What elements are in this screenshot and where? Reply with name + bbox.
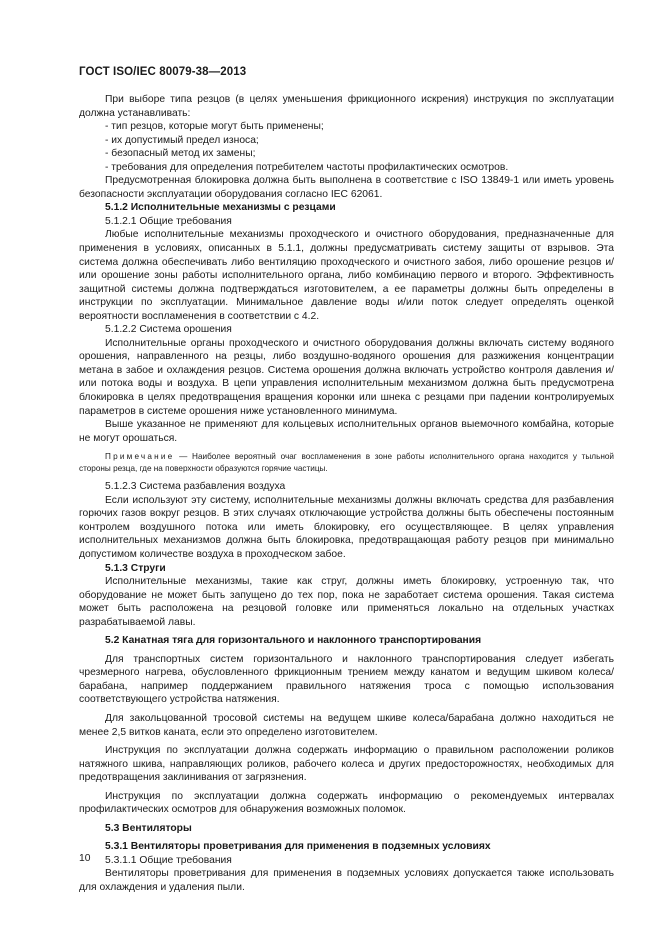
list-item: - их допустимый предел износа; [105, 134, 259, 146]
section-heading-5-3-1: 5.3.1 Вентиляторы проветривания для применения в подземных условиях [105, 841, 491, 853]
note [79, 451, 614, 474]
paragraph: Инструкция по эксплуатации должна содержать информацию о правильном расположении роликов натяжного шкива, направляющих роликов, рабочего колеса и других предосторожностях, необходимых для предотвращения заклинивания от загрязнения. [79, 745, 614, 784]
section-heading-5-3-1-1: 5.3.1.1 Общие требования [105, 854, 232, 866]
list-item: - безопасный метод их замены; [105, 148, 256, 160]
page-number: 10 [79, 853, 91, 864]
paragraph: Любые исполнительные механизмы проходческого и очистного оборудования, предназначенные для применения в условиях, описанных в 5.1.1, должны предусматривать систему защиты от взрывов. Эта система должна обеспечивать либо вентиляцию проходческого и очистного забоя, либо орошение резцов и/или орошение зоны работы исполнительного органа, либо комбинацию первого и второго. Эффективность защитной системы должна подтверждаться изготовителем, а ее параметры должны быть определены в инструкции по эксплуатации. Минимальное давление воды и/или поток следует определять оценкой вероятности воспламенения в соответствии с 4.2. [79, 229, 614, 322]
list-item: - требования для определения потребителем частоты профилактических осмотров. [105, 161, 509, 173]
paragraph: Выше указанное не применяют для кольцевых исполнительных органов выемочного комбайна, которые не могут орошаться. [79, 419, 614, 444]
note-label: Примечание [105, 452, 175, 462]
section-heading-5-1-3: 5.1.3 Струги [105, 562, 166, 574]
paragraph: Для транспортных систем горизонтального и наклонного транспортирования следует избегать чрезмерного нагрева, обусловленного фрикционным трением между канатом и ведущим шкивом колеса/барабана, например поддержанием правильного натяжения троса с помощью использования соответствующего устройства натяжения. [79, 653, 614, 706]
paragraph: Для закольцованной тросовой системы на ведущем шкиве колеса/барабана должно находиться не менее 2,5 витков каната, если это определено изготовителем. [79, 712, 614, 738]
list-item: - тип резцов, которые могут быть применены; [105, 121, 324, 133]
section-heading-5-1-2-2: 5.1.2.2 Система орошения [105, 324, 232, 336]
section-heading-5-1-2-1: 5.1.2.1 Общие требования [105, 215, 232, 227]
section-heading-5-3: 5.3 Вентиляторы [105, 822, 192, 834]
paragraph: Вентиляторы проветривания для применения в подземных условиях допускается также использовать для охлаждения и удаления пыли. [79, 868, 614, 893]
paragraph: Предусмотренная блокировка должна быть выполнена в соответствие с ISO 13849-1 или иметь уровень безопасности эксплуатации оборудования согласно IEC 62061. [79, 175, 614, 200]
paragraph: Исполнительные механизмы, такие как струг, должны иметь блокировку, устроенную так, что оборудование не может быть запущено до тех пор, пока не заработает система орошения. Такая система может быть расположена на резцовой головке или применяться локально на отдельных участках разрабатываемой лавы. [79, 576, 614, 628]
paragraph: Если используют эту систему, исполнительные механизмы должны включать средства для разбавления горючих газов вокруг резцов. В этих случаях отключающие устройства должны быть обеспечены постоянным контролем воздушного потока или иметь блокировку, его осуществляющее. В целях управления исполнительных механизмов должна быть блокировка, предотвращающая работу резцов при минимально допустимом количестве воздуха в проходческом забое. [79, 494, 614, 560]
paragraph: Исполнительные органы проходческого и очистного оборудования должны включать систему водяного орошения, направленного на резцы, либо воздушно-водяного орошения для разжижения концентрации метана в забое и охлаждения резцов. Система орошения должна включать устройство контроля давления и/или потока воды и воздуха. В цепи управления исполнительным механизмом должна быть предусмотрена блокировка в целях предотвращения вращения коронки или шнека с резцами при падении контролируемых параметров в системе орошения ниже установленного минимума. [79, 337, 614, 417]
document-body [79, 93, 614, 895]
paragraph: Инструкция по эксплуатации должна содержать информацию о рекомендуемых интервалах профилактических осмотров для обнаружения возможных поломок. [79, 790, 614, 816]
note-text: — Наиболее вероятный очаг воспламенения в зоне работы исполнительного органа находится у тыльной стороны резца, где на поверхности образуются горячие частицы. [79, 452, 614, 473]
document-header: ГОСТ ISO/IEC 80079-38—2013 [79, 66, 247, 78]
section-heading-5-2: 5.2 Канатная тяга для горизонтального и наклонного транспортирования [105, 635, 482, 647]
section-heading-5-1-2: 5.1.2 Исполнительные механизмы с резцами [105, 202, 336, 214]
paragraph: При выборе типа резцов (в целях уменьшения фрикционного искрения) инструкция по эксплуатации должна устанавливать: [79, 94, 614, 119]
section-heading-5-1-2-3: 5.1.2.3 Система разбавления воздуха [105, 481, 286, 493]
